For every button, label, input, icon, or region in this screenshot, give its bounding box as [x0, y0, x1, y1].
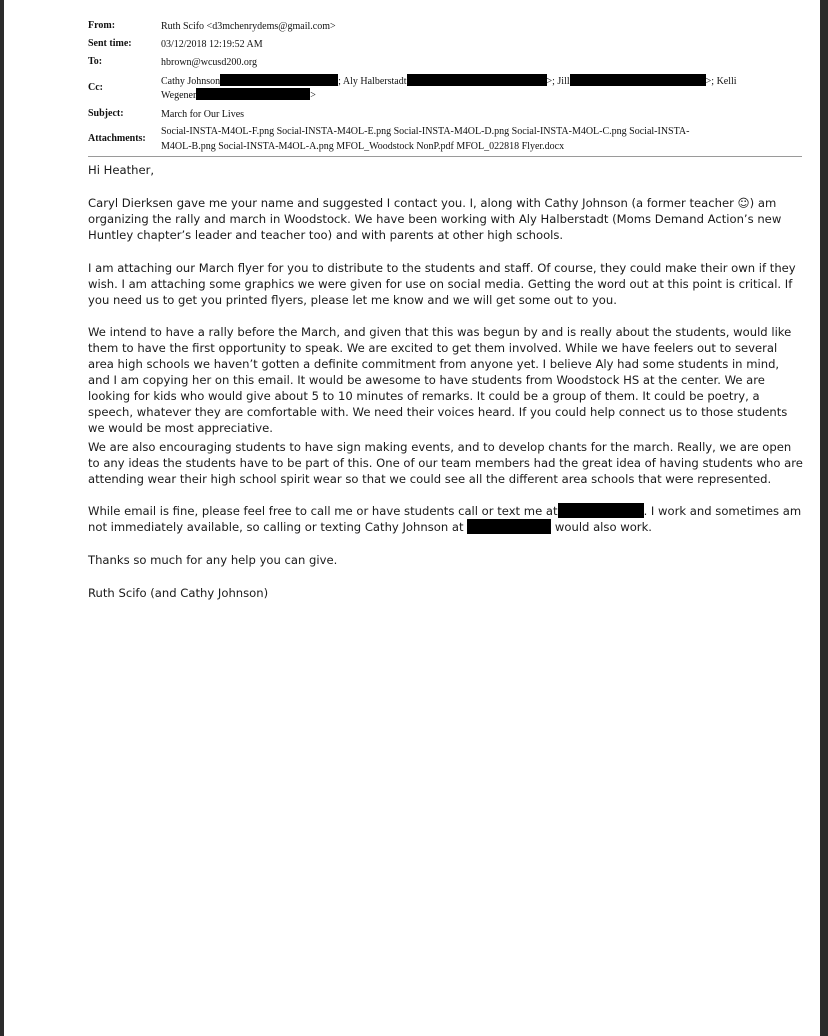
redaction-box — [570, 74, 706, 86]
from-label: From: — [88, 20, 116, 31]
attachments-label: Attachments: — [88, 133, 146, 144]
redaction-box — [407, 74, 547, 86]
cc-closing-bracket: > — [310, 90, 316, 101]
body-paragraph-1: Caryl Dierksen gave me your name and suggested I contact you. I, along with Cathy Johnson (a former teacher ☺) am organizing the rally and march in Woodstock. We have been working with Aly Halberstadt (Moms Demand Action’s new Huntley chapter’s leader and teacher too) and with parents at other high schools. — [88, 196, 782, 242]
redaction-box — [220, 74, 338, 86]
redaction-box — [558, 503, 644, 518]
signature: Ruth Scifo (and Cathy Johnson) — [88, 586, 269, 600]
cc-value — [161, 74, 801, 102]
redaction-box — [196, 88, 310, 100]
body-paragraph-2: I am attaching our March flyer for you to distribute to the students and staff. Of course, they could make their own if they wish. I am attaching some graphics we were given for use on social media. Getting the word out at this point is critical. If you need us to get you printed flyers, please let me know and we will get some out to you. — [88, 261, 796, 307]
subject-label: Subject: — [88, 108, 124, 119]
to-value: hbrown@wcusd200.org — [161, 57, 257, 68]
sent-label: Sent time: — [88, 38, 132, 49]
cc-name-cathy: Cathy Johnson — [161, 76, 221, 87]
subject-value: March for Our Lives — [161, 109, 245, 120]
redaction-box — [467, 519, 551, 534]
to-label: To: — [88, 56, 103, 67]
contact-text-c: would also work. — [554, 520, 652, 534]
cc-name-jill: >; Jill — [546, 76, 570, 87]
cc-label: Cc: — [88, 82, 103, 93]
body-paragraph-6: Thanks so much for any help you can give. — [88, 553, 338, 567]
attachments-line-1: Social-INSTA-M4OL-F.png Social-INSTA-M4OL-E.png Social-INSTA-M4OL-D.png Social-INSTA-M4OL-C.png Social-INSTA- — [161, 126, 690, 137]
body-paragraph-5 — [88, 503, 804, 535]
from-value: Ruth Scifo <d3mchenrydems@gmail.com> — [161, 21, 336, 32]
contact-text-a: While email is fine, please feel free to call me or have students call or text me at — [88, 504, 558, 518]
greeting: Hi Heather, — [88, 163, 155, 177]
body-paragraph-3: We intend to have a rally before the March, and given that this was begun by and is really about the students, would like them to have the first opportunity to speak. We are excited to get them involved. While we have feelers out to several area high schools we haven’t gotten a definite commitment from anyone yet. I believe Aly had some students in mind, and I am copying her on this email. It would be awesome to have students from Woodstock HS at the center. We are looking for kids who would give about 5 to 10 minutes of remarks. It could be a group of them. It could be poetry, a speech, whatever they are comfortable with. We need their voices heard. If you could help connect us to those students we would be most appreciative. — [88, 325, 792, 435]
attachments-list — [161, 125, 801, 155]
cc-name-kelli: >; Kelli — [705, 76, 737, 87]
contact-text-b: . I work and sometimes am not immediately available, so calling or texting Cathy Johnson at — [88, 504, 802, 534]
attachments-line-2: M4OL-B.png Social-INSTA-M4OL-A.png MFOL_Woodstock NonP.pdf MFOL_022818 Flyer.docx — [161, 141, 565, 152]
body-paragraph-4: We are also encouraging students to have sign making events, and to develop chants for the march. Really, we are open to any ideas the students have to be part of this. One of our team members had the great idea of having students who are attending wear their high school spirit wear so that we could see all the different area schools that were represented. — [88, 440, 803, 486]
header-divider — [88, 156, 802, 157]
document-page — [4, 0, 820, 1036]
cc-name-wegener: Wegener — [161, 90, 197, 101]
sent-value: 03/12/2018 12:19:52 AM — [161, 39, 263, 50]
cc-name-aly: ; Aly Halberstadt — [338, 76, 407, 87]
